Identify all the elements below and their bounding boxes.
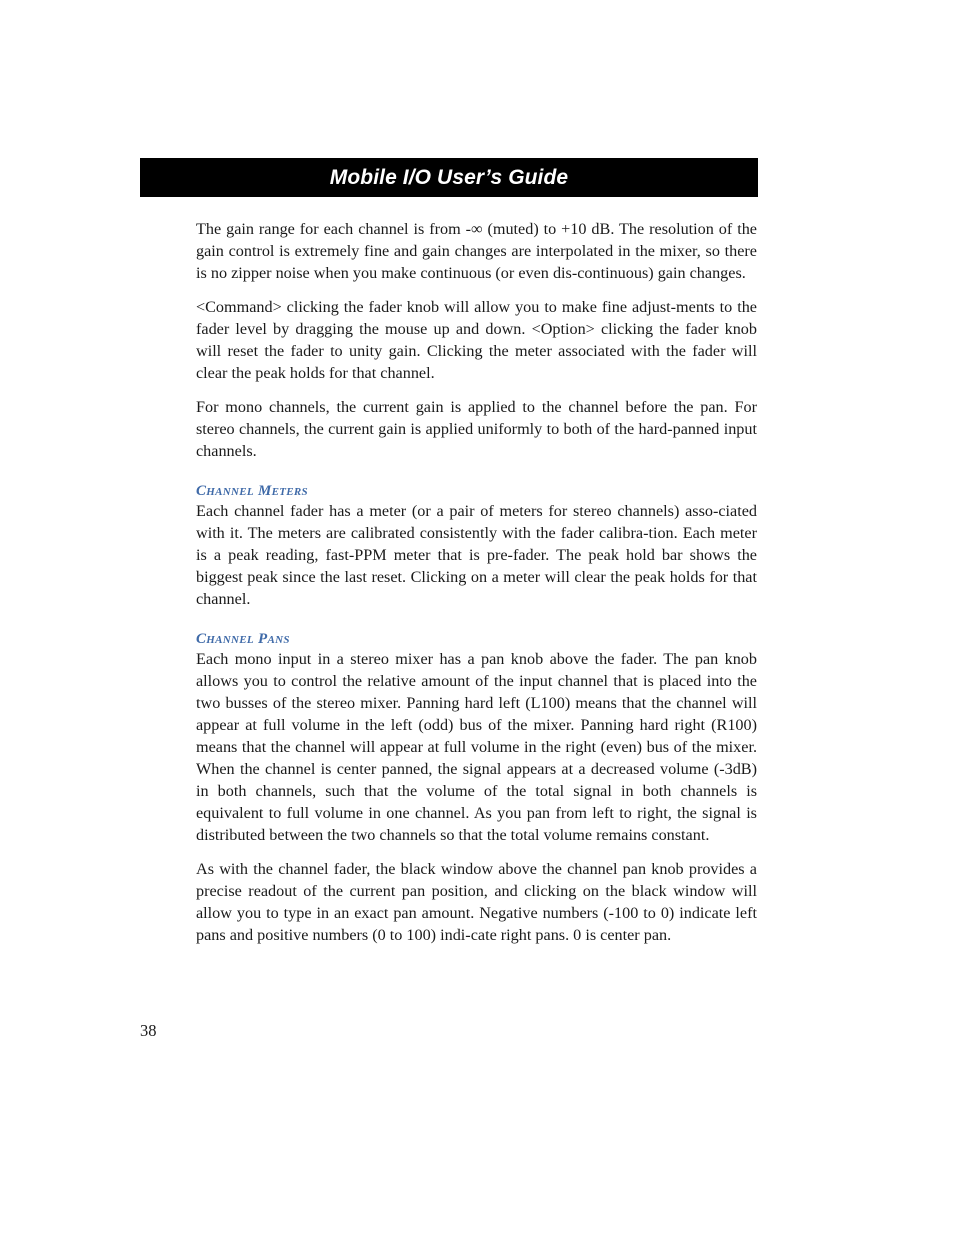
page-header-title: Mobile I/O User’s Guide (329, 165, 569, 189)
paragraph-mono-stereo-gain: For mono channels, the current gain is applied to the channel before the pan. For stereo channels, the current gain is applied uniformly to both of the hard-panned input channels. (196, 398, 757, 460)
section-heading-channel-meters: Channel Meters (196, 483, 308, 499)
header-bar (140, 158, 758, 197)
paragraph-channel-meters: Each channel fader has a meter (or a pair of meters for stereo channels) asso-ciated with it. The meters are calibrated consistently with the fader calibra-tion. Each meter is a peak reading, fast-PPM meter that is pre-fader. The peak hold bar shows the biggest peak since the last reset. Clicking on a meter will clear the peak holds for that channel. (196, 502, 757, 608)
paragraph-pan-readout: As with the channel fader, the black window above the channel pan knob provides a precise readout of the current pan position, and clicking on the black window will allow you to type in an exact pan amount. Negative numbers (-100 to 0) indicate left pans and positive numbers (0 to 100) indi-cate right pans. 0 is center pan. (196, 860, 757, 944)
paragraph-fader-clicks: <Command> clicking the fader knob will allow you to make fine adjust-ments to the fader level by dragging the mouse up and down. <Option> clicking the fader knob will reset the fader to unity gain. Clicking the meter associated with the fader will clear the peak holds for that channel. (196, 298, 757, 382)
paragraph-channel-pans: Each mono input in a stereo mixer has a pan knob above the fader. The pan knob allows you to control the relative amount of the input channel that is placed into the two busses of the stereo mixer. Panning hard left (L100) means that the channel will appear at full volume in the left (odd) bus of the mixer. Panning hard right (R100) means that the channel will appear at full volume in the right (even) bus of the mixer. When the channel is center panned, the signal appears at a decreased volume (-3dB) in both channels, such that the volume of the total signal in both channels is equivalent to full volume in one channel. As you pan from left to right, the signal is distributed between the two channels so that the total volume remains constant. (196, 650, 757, 844)
section-heading-channel-pans: Channel Pans (196, 631, 290, 647)
paragraph-gain-range: The gain range for each channel is from -∞ (muted) to +10 dB. The resolution of the gain control is extremely fine and gain changes are interpolated in the mixer, so there is no zipper noise when you make continuous (or even dis-continuous) gain changes. (196, 220, 757, 282)
page-content (196, 218, 757, 958)
page-number: 38 (140, 1021, 157, 1040)
